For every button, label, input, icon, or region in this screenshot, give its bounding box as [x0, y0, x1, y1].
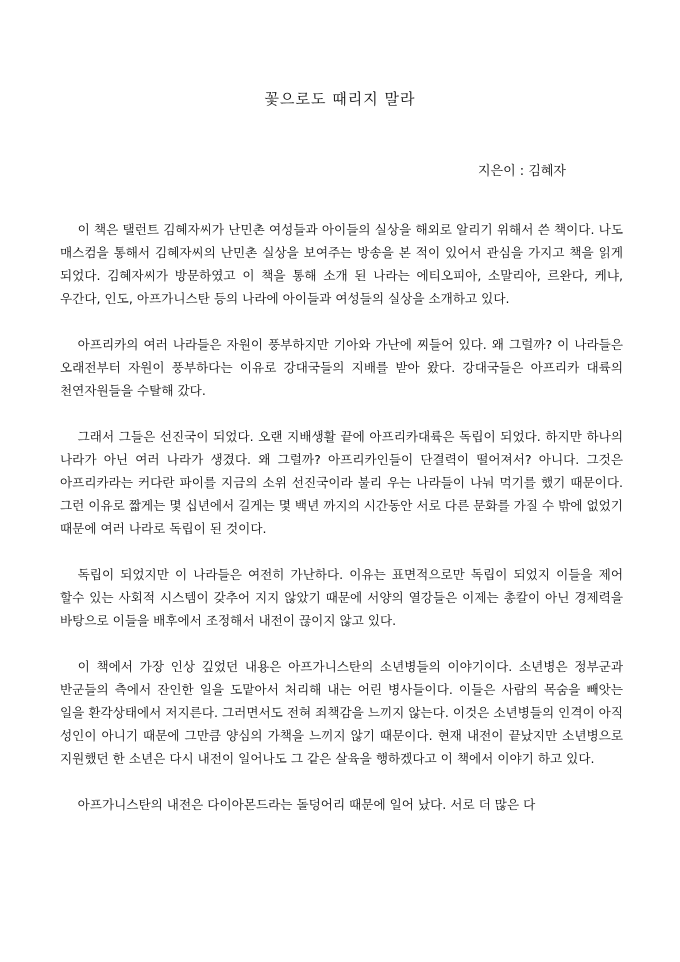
- paragraph: 이 책에서 가장 인상 깊었던 내용은 아프가니스탄의 소년병들의 이야기이다. 소년병은 정부군과 반군들의 측에서 잔인한 일을 도맡아서 처리해 내는 어린 병사들이다. 이들은 사람의 목숨을 빼앗는 일을 환각상태에서 저지른다. 그러면서도 전혀 죄책감을 느끼지 않는다. 이것은 소년병들의 인격이 아직 성인이 아니기 때문에 그만큼 양심의 가책을 느끼지 않기 때문이다. 현재 내전이 끝났지만 소년병으로 지원했던 한 소년은 다시 내전이 일어나도 그 같은 살육을 행하겠다고 이 책에서 이야기 하고 있다.: [60, 659, 623, 766]
- paragraph: 아프가니스탄의 내전은 다이아몬드라는 돌덩어리 때문에 일어 났다. 서로 더 많은 다: [77, 797, 536, 812]
- paragraph: 이 책은 탤런트 김혜자씨가 난민촌 여성들과 아이들의 실상을 해외로 알리기 위해서 쓴 책이다. 나도 매스컴을 통해서 김혜자씨의 난민촌 실상을 보여주는 방송을 본 적이 있어서 관심을 가지고 책을 읽게 되었다. 김혜자씨가 방문하였고 이 책을 통해 소개 된 나라는 에티오피아, 소말리아, 르완다, 케냐, 우간다, 인도, 아프가니스탄 등의 나라에 아이들과 여성들의 실상을 소개하고 있다.: [60, 222, 623, 306]
- paragraph: 그래서 그들은 선진국이 되었다. 오랜 지배생활 끝에 아프리카대륙은 독립이 되었다. 하지만 하나의 나라가 아닌 여러 나라가 생겼다. 왜 그럴까? 아프리카인들이 단결력이 떨어져서? 아니다. 그것은 아프리카라는 커다란 파이를 지금의 소위 선진국이라 불리 우는 나라들이 나눠 먹기를 했기 때문이다. 그런 이유로 짧게는 몇 십년에서 길게는 몇 백년 까지의 시간동안 서로 다른 문화를 가질 수 밖에 없었기 때문에 여러 나라로 독립이 된 것이다.: [60, 429, 623, 536]
- document-body: [60, 218, 623, 839]
- paragraph: 아프리카의 여러 나라들은 자원이 풍부하지만 기아와 가난에 찌들어 있다. 왜 그럴까? 이 나라들은 오래전부터 자원이 풍부하다는 이유로 강대국들의 지배를 받아 왔다. 강대국들은 아프리카 대륙의 천연자원들을 수탈해 갔다.: [60, 337, 623, 398]
- paragraph: 독립이 되었지만 이 나라들은 여전히 가난하다. 이유는 표면적으로만 독립이 되었지 이들을 제어 할수 있는 사회적 시스템이 갖추어 지지 않았기 때문에 서양의 열강들은 이제는 총칼이 아닌 경제력을 바탕으로 이들을 배후에서 조정해서 내전이 끊이지 않고 있다.: [60, 567, 623, 628]
- author-line: 지은이 : 김혜자: [478, 164, 566, 179]
- document-title: 꽃으로도 때리지 말라: [264, 90, 416, 108]
